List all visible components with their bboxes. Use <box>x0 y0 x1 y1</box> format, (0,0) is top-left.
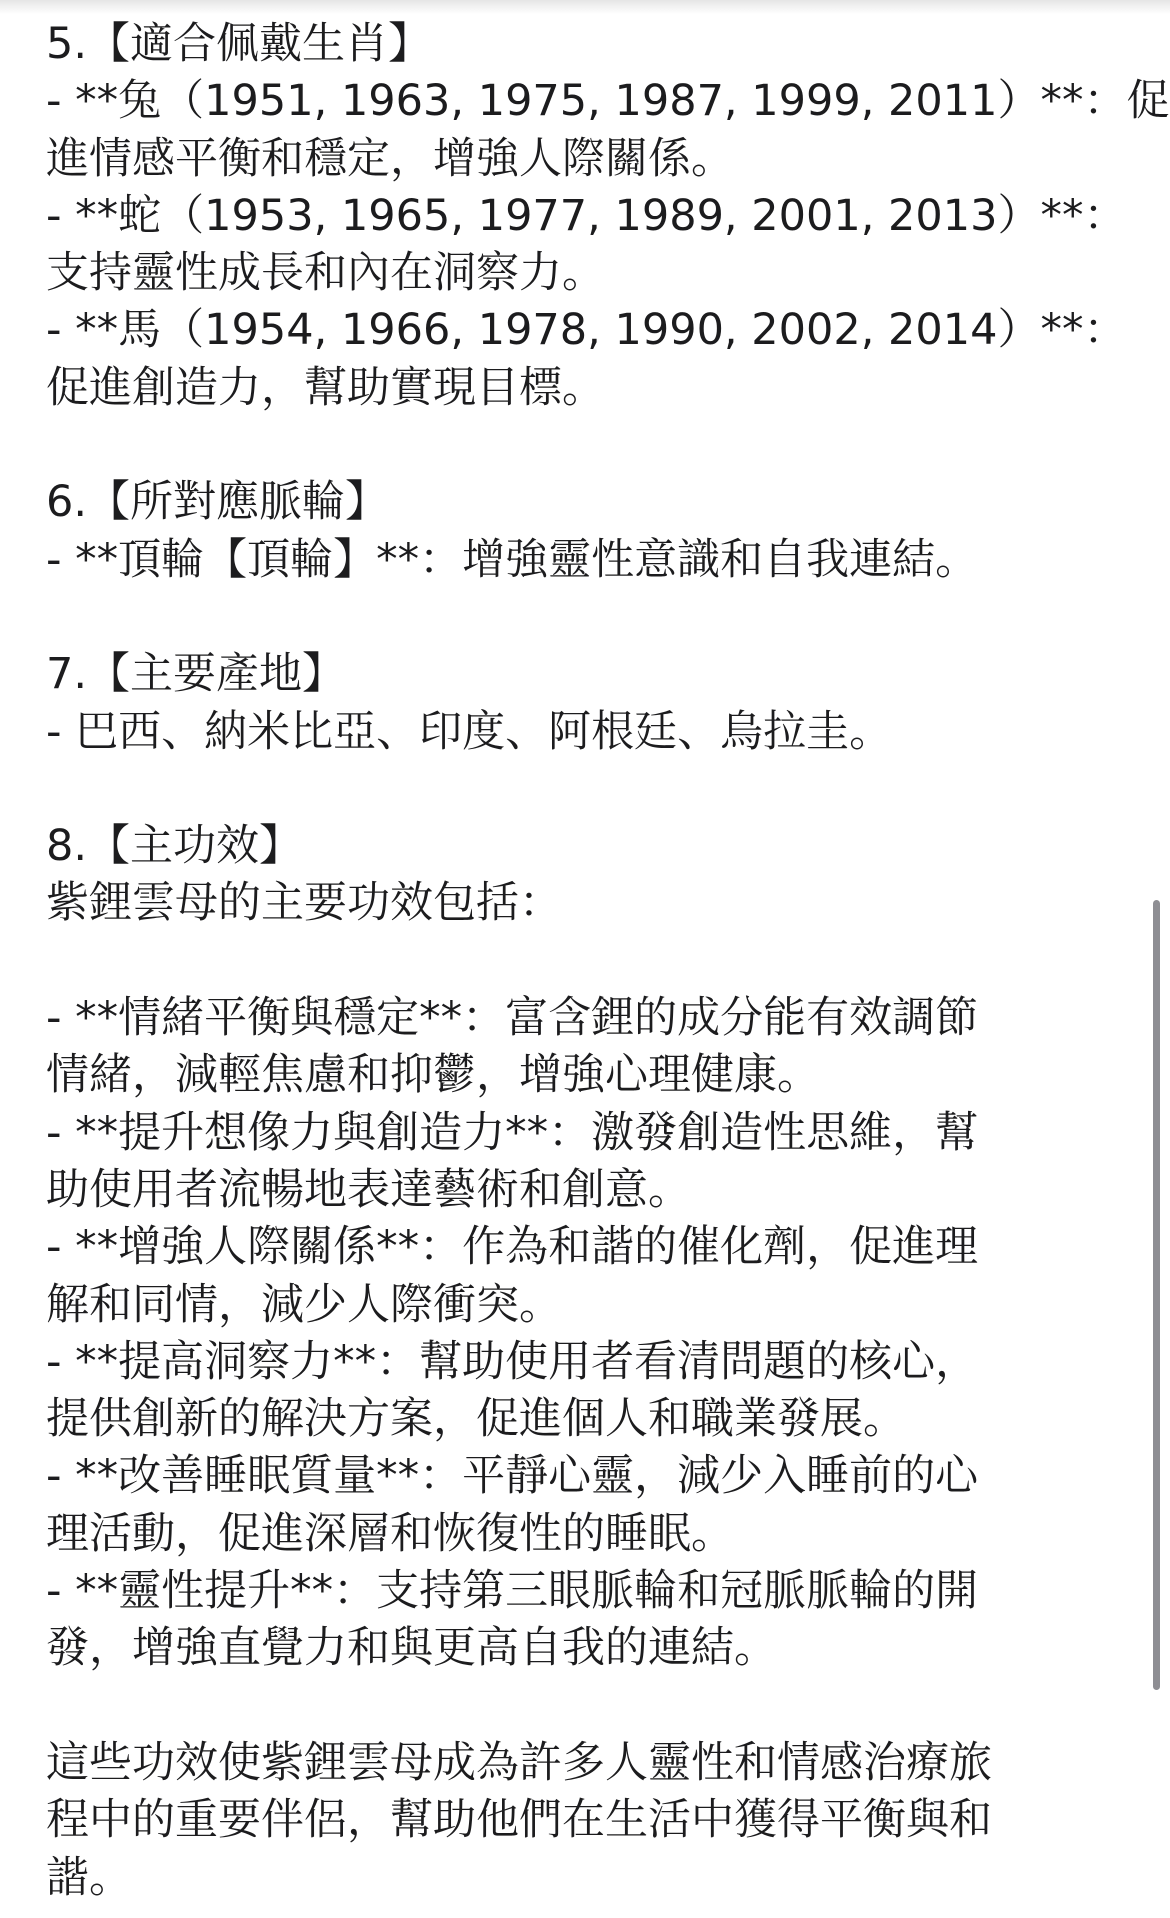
text-line: - **頂輪【頂輪】**：增強靈性意識和自我連結。 <box>46 534 979 585</box>
text-line: 諧。 <box>46 1852 132 1903</box>
text-line: - **提升想像力與創造力**：激發創造性思維，幫 <box>46 1107 979 1158</box>
blank-line <box>46 589 1126 646</box>
blank-line <box>46 1678 1126 1735</box>
text-line: 理活動，促進深層和恢復性的睡眠。 <box>46 1508 734 1559</box>
blank-line <box>46 761 1126 818</box>
text-line: - **靈性提升**：支持第三眼脈輪和冠脈脈輪的開 <box>46 1566 979 1617</box>
text-line: - **增強人際關係**：作為和諧的催化劑，促進理 <box>46 1222 979 1273</box>
text-line: - **蛇（1953, 1965, 1977, 1989, 2001, 2013）**： <box>46 190 1127 241</box>
text-line: - **兔（1951, 1963, 1975, 1987, 1999, 2011）**：促 <box>46 76 1170 127</box>
blank-line <box>46 417 1126 474</box>
text-line: 助使用者流暢地表達藝術和創意。 <box>46 1164 691 1215</box>
text-line: 發，增強直覺力和與更高自我的連結。 <box>46 1623 777 1674</box>
text-line: 支持靈性成長和內在洞察力。 <box>46 248 605 299</box>
section-heading-effects: 8.【主功效】 <box>46 821 303 872</box>
text-line: 程中的重要伴侶，幫助他們在生活中獲得平衡與和 <box>46 1795 992 1846</box>
text-line: 紫鋰雲母的主要功效包括： <box>46 878 562 929</box>
text-line: 這些功效使紫鋰雲母成為許多人靈性和情感治療旅 <box>46 1737 992 1788</box>
text-line: - **提高洞察力**：幫助使用者看清問題的核心， <box>46 1336 979 1387</box>
vertical-scrollbar-thumb[interactable] <box>1153 900 1160 1690</box>
text-line: - **馬（1954, 1966, 1978, 1990, 2002, 2014）**： <box>46 305 1127 356</box>
text-line: 解和同情，減少人際衝突。 <box>46 1279 562 1330</box>
text-line: 提供創新的解決方案，促進個人和職業發展。 <box>46 1394 906 1445</box>
text-line: - **改善睡眠質量**：平靜心靈，減少入睡前的心 <box>46 1451 979 1502</box>
section-heading-zodiac: 5.【適合佩戴生肖】 <box>46 19 432 69</box>
section-heading-chakra: 6.【所對應脈輪】 <box>46 477 389 528</box>
section-heading-origin: 7.【主要產地】 <box>46 649 346 700</box>
top-edge-shadow <box>0 0 1170 14</box>
text-line: 進情感平衡和穩定，增強人際關係。 <box>46 133 734 184</box>
text-line: - 巴西、納米比亞、印度、阿根廷、烏拉圭。 <box>46 706 893 757</box>
text-line: - **情緒平衡與穩定**：富含鋰的成分能有效調節 <box>46 993 979 1044</box>
note-text-body[interactable] <box>46 16 1170 1907</box>
text-line: 促進創造力，幫助實現目標。 <box>46 362 605 413</box>
text-line: 情緒，減輕焦慮和抑鬱，增強心理健康。 <box>46 1050 820 1101</box>
blank-line <box>46 933 1126 990</box>
